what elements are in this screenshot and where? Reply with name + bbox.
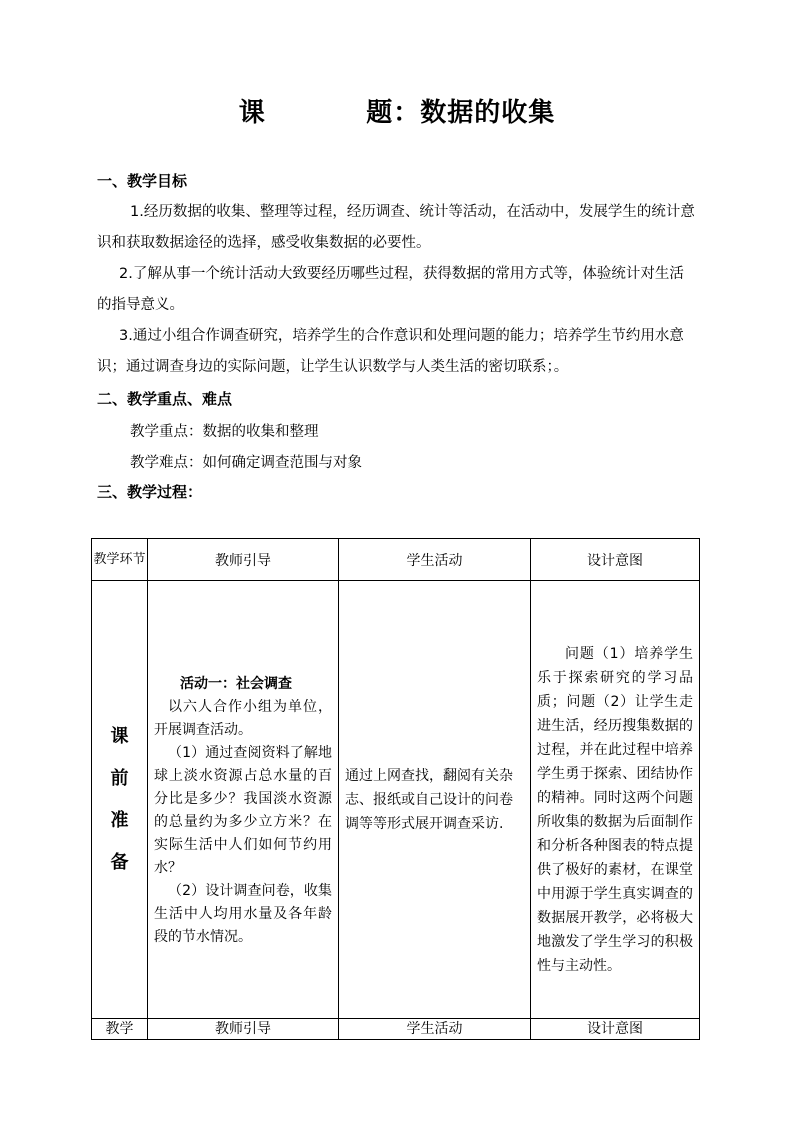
header-student: 学生活动 [339, 539, 531, 581]
section-heading-process: 三、教学过程： [97, 483, 203, 501]
difficulty-point: 教学难点：如何确定调查范围与对象 [130, 455, 362, 471]
intent-cell: 问题（1）培养学生乐于探索研究的学习品质；问题（2）让学生走进生活，经历搜集数据的过程，并在此过程中培养学生勇于探索、团结协作的精神。同时这两个问题所收集的数据为后面制作和分析各种图表的特点提供了极好的素材，在课堂中用源于学生真实调查的数据展开教学，必将极大地激发了学生学习的积极性与主动性。 [531, 581, 700, 1019]
footer-teacher: 教师引导 [148, 1019, 339, 1040]
objective-item: 2.了解从事一个统计活动大致要经历哪些过程，获得数据的常用方式等，体验统计对生活的指导意义。 [97, 266, 684, 313]
activity-title: 活动一：社会调查 [180, 675, 292, 692]
page-title: 课 题：数据的收集 [238, 98, 556, 128]
table-header-row [92, 539, 700, 581]
section-heading-objectives: 一、教学目标 [97, 172, 188, 190]
teaching-process-table [91, 538, 700, 1040]
objective-item: 1.经历数据的收集、整理等过程，经历调查、统计等活动，在活动中，发展学生的统计意识和获取数据途径的选择，感受收集数据的必要性。 [97, 204, 695, 251]
section-heading-keypoints: 二、教学重点、难点 [97, 390, 233, 408]
teacher-cell [148, 581, 339, 1019]
key-point: 教学重点：数据的收集和整理 [130, 424, 319, 440]
objective-item: 3.通过小组合作调查研究，培养学生的合作意识和处理问题的能力；培养学生节约用水意识；通过调查身边的实际问题，让学生认识数学与人类生活的密切联系；。 [97, 328, 684, 375]
teacher-line: 以六人合作小组为单位，开展调查活动。 [154, 698, 332, 738]
header-intent: 设计意图 [531, 539, 700, 581]
stage-cell [92, 581, 148, 1019]
table-row [92, 581, 700, 1019]
table-next-header-row [92, 1019, 700, 1040]
teacher-line: （2）设计调查问卷，收集生活中人均用水量及各年龄段的节水情况。 [154, 882, 332, 945]
footer-intent: 设计意图 [531, 1019, 700, 1040]
stage-char: 前 [110, 767, 129, 789]
header-stage: 教学环节 [92, 539, 148, 581]
stage-char: 课 [110, 725, 129, 747]
footer-student: 学生活动 [339, 1019, 531, 1040]
student-cell: 通过上网查找，翻阅有关杂志、报纸或自己设计的问卷调等等形式展开调查采访. [339, 581, 531, 1019]
footer-stage: 教学 [92, 1019, 148, 1040]
teacher-line: （1）通过查阅资料了解地球上淡水资源占总水量的百分比是多少？我国淡水资源的总量约为多少立方米？在实际生活中人们如何节约用水？ [154, 744, 332, 876]
stage-char: 准 [110, 809, 129, 831]
header-teacher: 教师引导 [148, 539, 339, 581]
stage-char: 备 [110, 851, 129, 873]
objectives-list [97, 197, 697, 383]
